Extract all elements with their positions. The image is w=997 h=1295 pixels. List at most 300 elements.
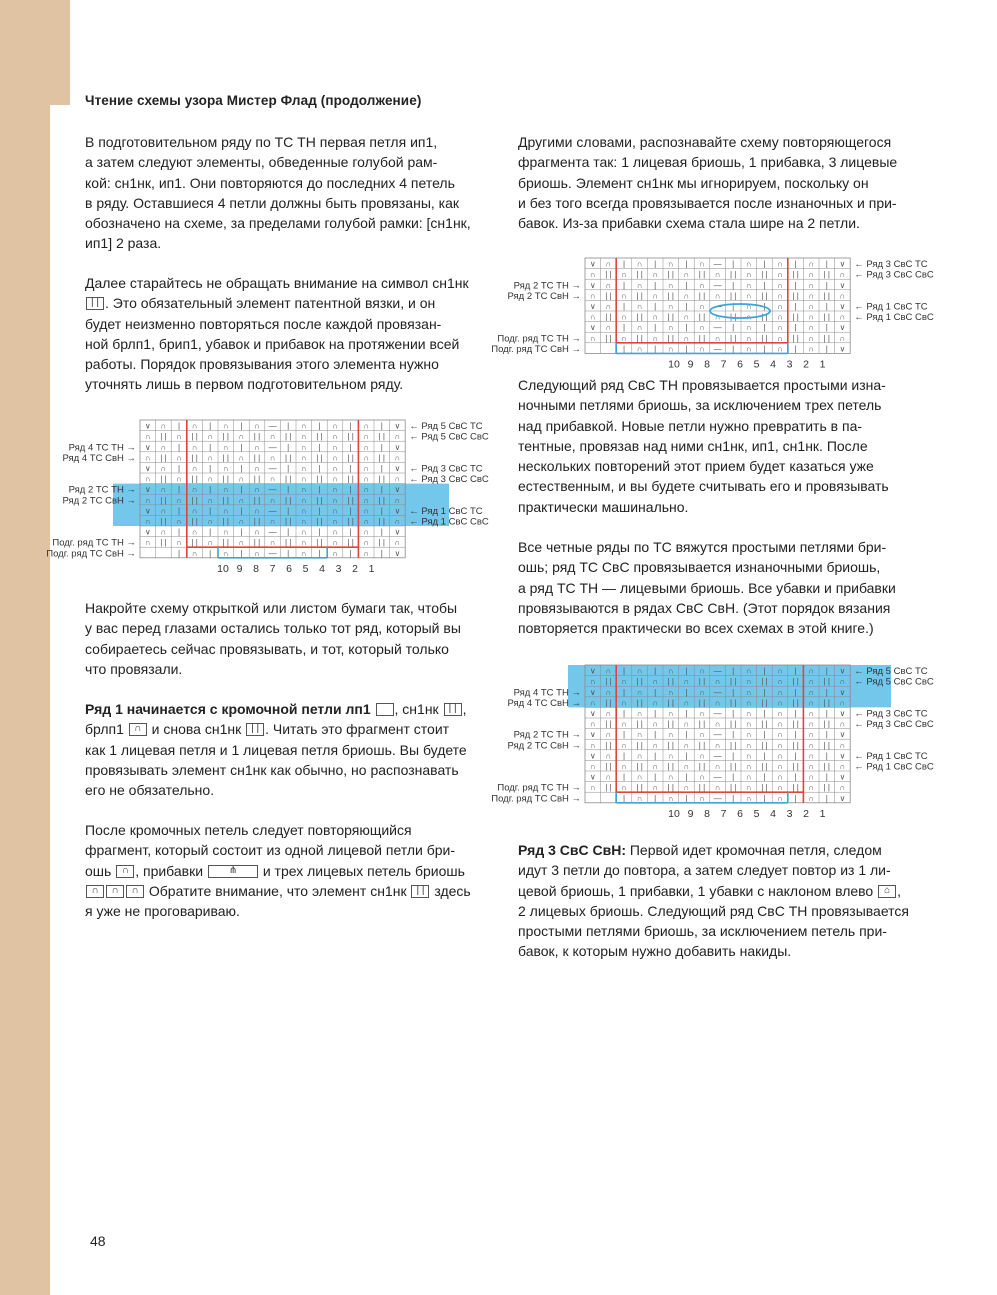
left-paragraph-5: После кромочных петель следует повторяющийся фрагмент, который состоит из одной лицевой петли бри- ошь ∩ , прибавки ⋔ и трех лицевых петель бриошь ∩ ∩ ∩ Обратите внимание, что элемент сн1нк | | здесь я уже не проговариваю. xyxy=(85,822,471,920)
stitch-symbol: | xyxy=(685,687,688,697)
stitch-symbol: | | xyxy=(698,291,706,301)
stitch-number: 6 xyxy=(286,562,292,575)
stitch-number: 2 xyxy=(803,807,809,820)
stitch-symbol: | | xyxy=(191,495,198,505)
stitch-symbol: ∩ xyxy=(363,421,370,431)
stitch-symbol: | xyxy=(318,421,321,431)
stitch-number: 4 xyxy=(770,358,776,371)
stitch-symbol: | | xyxy=(730,291,737,301)
row-label-right: ← Ряд 3 СвС СвС xyxy=(854,719,934,731)
stitch-symbol: ∩ xyxy=(683,677,690,687)
stitch-symbol: ∩ xyxy=(683,762,690,771)
stitch-symbol: ∩ xyxy=(777,323,783,333)
stitch-symbol: ∩ xyxy=(636,259,643,269)
stitch-symbol: ∩ xyxy=(636,687,643,697)
stitch-symbol: ∨ xyxy=(839,687,846,697)
stitch-symbol: ∩ xyxy=(605,772,612,782)
stitch-number: 8 xyxy=(704,807,710,820)
stitch-symbol: ∩ xyxy=(745,291,752,301)
stitch-symbol: | xyxy=(622,280,626,290)
stitch-symbol: ∩ xyxy=(238,474,245,484)
stitch-symbol: | xyxy=(622,323,626,333)
stitch-symbol: ∩ xyxy=(160,464,167,473)
row-label-left: Ряд 2 ТС ТН → xyxy=(513,280,581,292)
stitch-symbol: ∩ xyxy=(808,740,815,750)
stitch-symbol: ∩ xyxy=(808,291,815,301)
stitch-symbol: | | xyxy=(761,762,768,771)
right-paragraph-3: Все четные ряды по ТС вяжутся простыми петлями бри- ошь; ряд ТС СвС провязывается изнаночными бриошь, а ряд ТС ТН — лицевыми бриошь. Все убавки и прибавки провязываются в рядах СвС СвН. (Этот порядок вязания повторяется практически во всех схемах в этой книге.) xyxy=(518,539,896,637)
stitch-symbol: ∩ xyxy=(839,719,846,729)
row-label-left: Ряд 2 ТС СвН → xyxy=(62,495,136,507)
stitch-symbol: ∩ xyxy=(363,538,370,548)
stitch-symbol: | | xyxy=(636,333,643,343)
stitch-symbol: ∩ xyxy=(300,453,307,463)
stitch-symbol: | | xyxy=(730,740,737,750)
stitch-symbol: | | xyxy=(761,740,768,750)
stitch-symbol: | xyxy=(287,421,290,431)
stitch-symbol: ∩ xyxy=(621,740,627,750)
stitch-number: 7 xyxy=(720,807,727,820)
stitch-symbol: | xyxy=(732,280,735,290)
stitch-symbol: ∩ xyxy=(589,783,596,793)
stitch-symbol: | | xyxy=(285,538,292,548)
stitch-symbol: ∩ xyxy=(176,538,182,548)
stitch-symbol: | | xyxy=(823,740,830,750)
stitch-symbol: ∨ xyxy=(839,280,846,290)
stitch-symbol: ∩ xyxy=(332,485,338,495)
stitch-symbol: ∩ xyxy=(839,783,846,793)
stitch-symbol: | xyxy=(209,442,212,452)
stitch-symbol: ∩ xyxy=(589,333,596,343)
stitch-symbol: | | xyxy=(253,495,261,505)
stitch-symbol: — xyxy=(713,687,722,697)
row-label-left: Подг. ряд ТС ТН → xyxy=(52,537,136,549)
stitch-symbol: ∩ xyxy=(777,730,783,740)
stitch-number: 3 xyxy=(786,358,793,371)
stitch-symbol: | xyxy=(732,302,735,311)
stitch-symbol: | xyxy=(794,772,797,782)
stitch-symbol: ∩ xyxy=(589,312,596,322)
stitch-symbol: ∩ xyxy=(714,291,721,301)
stitch-symbol: ∩ xyxy=(745,323,752,333)
stitch-symbol: — xyxy=(713,709,722,718)
stitch-symbol: | | xyxy=(823,312,830,322)
stitch-symbol: | xyxy=(794,344,797,354)
stitch-symbol: — xyxy=(713,793,722,803)
stitch-symbol: ∩ xyxy=(777,291,783,301)
stitch-symbol: ∩ xyxy=(144,538,151,548)
stitch-symbol: ∩ xyxy=(745,709,752,718)
stitch-symbol: ∩ xyxy=(808,302,815,311)
stitch-symbol: | | xyxy=(761,677,768,687)
stitch-symbol: ∩ xyxy=(207,517,214,526)
stitch-symbol: | | xyxy=(378,453,385,463)
stitch-symbol: | xyxy=(732,709,735,718)
stitch-symbol: ∩ xyxy=(621,762,627,771)
stitch-symbol: ∩ xyxy=(363,432,370,442)
stitch-symbol: ∩ xyxy=(699,687,705,697)
stitch-symbol: | | xyxy=(698,333,706,343)
stitch-symbol: ∩ xyxy=(636,323,643,333)
stitch-symbol: ∩ xyxy=(683,783,690,793)
stitch-symbol: | | xyxy=(378,432,385,442)
stitch-symbol: ∩ xyxy=(394,517,401,526)
stitch-symbol: ∩ xyxy=(839,762,846,771)
stitch-symbol: ∩ xyxy=(699,344,705,354)
stitch-symbol: — xyxy=(713,323,722,333)
stitch-symbol: ∩ xyxy=(605,666,612,676)
stitch-symbol: ∩ xyxy=(254,548,260,558)
stitch-symbol: ∩ xyxy=(222,527,229,537)
stitch-symbol: ∩ xyxy=(777,687,783,697)
stitch-symbol: ∨ xyxy=(589,302,596,311)
stitch-symbol: ∩ xyxy=(269,495,276,505)
stitch-symbol: ∩ xyxy=(332,442,338,452)
stitch-symbol: ∩ xyxy=(191,506,198,516)
stitch-symbol: ∩ xyxy=(621,333,627,343)
stitch-symbol: ∩ xyxy=(254,506,260,516)
stitch-symbol: ∩ xyxy=(808,666,815,676)
row-label-right: ← Ряд 1 СвС ТС xyxy=(854,301,928,313)
stitch-symbol: ∩ xyxy=(808,333,815,343)
stitch-symbol: ∩ xyxy=(714,719,721,729)
row-label-left: Подг. ряд ТС СвН → xyxy=(46,548,136,560)
row-label-right: ← Ряд 3 СвС ТС xyxy=(854,708,928,720)
stitch-number: 1 xyxy=(819,807,826,820)
stitch-symbol: | xyxy=(732,687,735,697)
stitch-symbol: | | xyxy=(761,270,768,280)
stitch-symbol: ∩ xyxy=(176,517,182,526)
stitch-symbol: ∩ xyxy=(636,772,643,782)
stitch-symbol: ∩ xyxy=(605,751,612,761)
stitch-symbol: ∩ xyxy=(254,464,260,473)
stitch-symbol: ∩ xyxy=(160,442,167,452)
stitch-symbol: | xyxy=(177,527,181,537)
stitch-symbol: | | xyxy=(823,783,830,793)
stitch-symbol: | | xyxy=(378,474,385,484)
stitch-symbol: — xyxy=(713,666,722,676)
stitch-symbol: ∩ xyxy=(839,291,846,301)
stitch-symbol: | xyxy=(287,485,290,495)
stitch-symbol: ∩ xyxy=(300,464,307,473)
stitch-number: 9 xyxy=(687,807,694,820)
stitch-symbol: ∩ xyxy=(222,442,229,452)
increase-symbol-icon: ⋔ xyxy=(208,865,258,878)
row-label-left: Ряд 4 ТС СвН → xyxy=(507,697,581,709)
stitch-symbol: | | xyxy=(667,312,674,322)
stitch-symbol: | | xyxy=(316,453,323,463)
stitch-symbol: ∩ xyxy=(636,751,643,761)
stitch-symbol: | | xyxy=(698,698,706,708)
stitch-symbol: | | xyxy=(698,719,706,729)
stitch-symbol: ∩ xyxy=(363,485,370,495)
right-paragraph-1: Другими словами, распознавайте схему повторяющегося фрагмента так: 1 лицевая бриошь, 1 прибавка, 3 лицевые бриошь. Элемент сн1нк мы игнорируем, поскольку он и без того всегда провязывается после изнаночных и при- бавок. Из-за прибавки схема стала шире на 2 петли. xyxy=(518,134,898,232)
stitch-symbol: ∩ xyxy=(714,312,721,322)
stitch-symbol: | xyxy=(654,323,657,333)
stitch-symbol: | | xyxy=(792,312,799,322)
stitch-symbol: | | xyxy=(730,677,737,687)
stitch-symbol: | xyxy=(209,548,212,558)
stitch-symbol: | xyxy=(240,421,243,431)
stitch-symbol: | xyxy=(685,302,688,311)
stitch-symbol: | | xyxy=(761,783,768,793)
row-label-right: ← Ряд 5 СвС СвС xyxy=(409,431,489,443)
stitch-symbol: | | xyxy=(667,740,674,750)
stitch-symbol: ∩ xyxy=(363,548,370,558)
stitch-symbol: ∩ xyxy=(636,730,643,740)
stitch-symbol: ∩ xyxy=(667,772,674,782)
stitch-symbol: | xyxy=(732,751,735,761)
stitch-symbol: ∩ xyxy=(745,333,752,343)
stitch-symbol: ∩ xyxy=(652,762,659,771)
stitch-symbol: | xyxy=(825,709,828,718)
stitch-symbol: ∩ xyxy=(207,538,214,548)
stitch-symbol: ∩ xyxy=(652,333,659,343)
stitch-symbol: ∩ xyxy=(254,527,260,537)
stitch-symbol: ∩ xyxy=(363,527,370,537)
stitch-number: 5 xyxy=(753,358,760,371)
stitch-symbol: | xyxy=(763,302,766,311)
stitch-symbol: ∩ xyxy=(238,517,245,526)
stitch-symbol: | xyxy=(209,506,212,516)
row-label-right: ← Ряд 1 СвС ТС xyxy=(854,750,928,762)
stitch-symbol: | | xyxy=(667,333,674,343)
stitch-symbol: ∩ xyxy=(605,280,612,290)
stitch-symbol: ∨ xyxy=(144,464,151,473)
stitch-symbol: | xyxy=(349,485,352,495)
stitch-symbol: | | xyxy=(347,432,354,442)
stitch-symbol: ∨ xyxy=(839,709,846,718)
stitch-symbol: | | xyxy=(191,453,198,463)
stitch-symbol: ∨ xyxy=(144,485,151,495)
stitch-symbol: ∩ xyxy=(605,259,612,269)
stitch-symbol: | xyxy=(209,464,212,473)
page-heading: Чтение схемы узора Мистер Флад (продолжение) xyxy=(85,93,422,108)
left-paragraph-2: Далее старайтесь не обращать внимание на символ сн1нк | | . Это обязательный элемент патентной вязки, и он будет неизменно повторяться после каждой провязан- ной брлп1, брип1, убавок и прибавок на протяжении всей работы. Порядок провязывания этого элемента нужно уточнять лишь в первом подготовительном ряду. xyxy=(85,275,469,393)
stitch-symbol: | | xyxy=(636,762,643,771)
stitch-symbol: ∩ xyxy=(254,442,260,452)
stitch-number: 6 xyxy=(737,358,743,371)
stitch-symbol: | xyxy=(654,793,657,803)
stitch-symbol: | xyxy=(794,687,797,697)
stitch-symbol: — xyxy=(713,302,722,311)
stitch-symbol: ∩ xyxy=(808,323,815,333)
row-label-right: ← Ряд 3 СвС ТС xyxy=(854,259,928,271)
stitch-symbol: | | xyxy=(316,495,323,505)
stitch-symbol: — xyxy=(713,259,722,269)
stitch-symbol: | | xyxy=(667,270,674,280)
stitch-symbol: ∩ xyxy=(636,666,643,676)
stitch-symbol: ∩ xyxy=(589,762,596,771)
slip-stitch-symbol-icon: | | xyxy=(86,297,104,310)
stitch-symbol: | | xyxy=(316,538,323,548)
stitch-symbol: ∨ xyxy=(144,506,151,516)
stitch-symbol: ∩ xyxy=(652,270,659,280)
stitch-symbol: ∩ xyxy=(269,538,276,548)
stitch-symbol: | xyxy=(240,442,243,452)
stitch-symbol: | | xyxy=(636,740,643,750)
stitch-symbol: ∩ xyxy=(745,270,752,280)
stitch-symbol: | | xyxy=(605,270,612,280)
stitch-symbol: — xyxy=(713,280,722,290)
stitch-symbol: | | xyxy=(667,783,674,793)
stitch-symbol: ∩ xyxy=(222,464,229,473)
stitch-symbol: ∩ xyxy=(683,740,690,750)
stitch-symbol: | xyxy=(732,259,735,269)
stitch-symbol: ∩ xyxy=(605,709,612,718)
stitch-symbol: ∩ xyxy=(300,548,307,558)
stitch-symbol: ∨ xyxy=(394,442,401,452)
stitch-number: 3 xyxy=(335,562,342,575)
stitch-symbol: | | xyxy=(730,270,737,280)
stitch-symbol: ∨ xyxy=(394,506,401,516)
stitch-symbol: | | xyxy=(636,677,643,687)
stitch-symbol: ∨ xyxy=(589,280,596,290)
stitch-symbol: | xyxy=(763,259,766,269)
chart-3 xyxy=(491,660,960,820)
stitch-symbol: ∩ xyxy=(777,783,783,793)
stitch-symbol: ∨ xyxy=(589,259,596,269)
stitch-symbol: | | xyxy=(698,312,706,322)
stitch-symbol: ∩ xyxy=(667,302,674,311)
stitch-symbol: ∩ xyxy=(714,783,721,793)
stitch-symbol: ∩ xyxy=(777,740,783,750)
stitch-symbol: ∩ xyxy=(745,687,752,697)
stitch-symbol: | xyxy=(685,344,688,354)
stitch-number: 10 xyxy=(217,562,229,575)
stitch-symbol: ∩ xyxy=(300,538,307,548)
stitch-symbol: ∨ xyxy=(394,527,401,537)
stitch-number: 8 xyxy=(704,358,710,371)
stitch-symbol: ∩ xyxy=(207,495,214,505)
left-decrease-symbol-icon: ⌂ xyxy=(878,885,896,898)
stitch-symbol: ∩ xyxy=(191,485,198,495)
stitch-number: 9 xyxy=(236,562,243,575)
brioche-knit-symbol-icon: ∩ xyxy=(106,885,124,898)
stitch-symbol: ∩ xyxy=(777,677,783,687)
stitch-symbol: ∨ xyxy=(839,666,846,676)
stitch-symbol: ∩ xyxy=(160,421,167,431)
stitch-symbol: | xyxy=(732,772,735,782)
stitch-symbol: | xyxy=(794,280,797,290)
stitch-symbol: ∩ xyxy=(699,666,705,676)
stitch-symbol: — xyxy=(713,344,722,354)
row-label-left: Ряд 4 ТС ТН → xyxy=(68,442,136,454)
stitch-symbol: ∩ xyxy=(300,527,307,537)
knit-edge-stitch-symbol-icon xyxy=(376,703,394,716)
stitch-symbol: ∩ xyxy=(191,421,198,431)
stitch-symbol: ∩ xyxy=(191,527,198,537)
stitch-symbol: ∩ xyxy=(808,687,815,697)
stitch-symbol: | xyxy=(318,442,321,452)
stitch-symbol: ∩ xyxy=(808,783,815,793)
row-label-right: ← Ряд 3 СвС СвС xyxy=(409,474,489,486)
stitch-symbol: ∩ xyxy=(300,517,307,526)
stitch-symbol: | xyxy=(763,344,766,354)
stitch-symbol: | | xyxy=(222,517,229,526)
stitch-symbol: ∩ xyxy=(605,687,612,697)
stitch-symbol: ∩ xyxy=(777,762,783,771)
stitch-symbol: | xyxy=(763,280,766,290)
stitch-symbol: ∩ xyxy=(176,474,182,484)
stitch-symbol: ∩ xyxy=(160,506,167,516)
stitch-symbol: ∩ xyxy=(332,517,338,526)
row-label-left: Ряд 4 ТС СвН → xyxy=(62,452,136,464)
stitch-symbol: ∩ xyxy=(363,442,370,452)
page-margin-tab xyxy=(50,0,70,105)
stitch-symbol: ∩ xyxy=(300,474,307,484)
stitch-symbol: | xyxy=(794,730,797,740)
stitch-symbol: | | xyxy=(160,453,167,463)
stitch-symbol: ∩ xyxy=(652,783,659,793)
chart-1 xyxy=(46,415,515,575)
stitch-symbol: ∩ xyxy=(222,485,229,495)
stitch-symbol: | | xyxy=(347,474,354,484)
stitch-symbol: | | xyxy=(605,677,612,687)
stitch-symbol: ∩ xyxy=(207,432,214,442)
stitch-symbol: | xyxy=(318,464,321,473)
stitch-symbol: | | xyxy=(253,432,261,442)
stitch-symbol: ∩ xyxy=(621,783,627,793)
stitch-symbol: ∨ xyxy=(144,442,151,452)
stitch-symbol: | xyxy=(318,527,321,537)
stitch-symbol: | | xyxy=(347,538,354,548)
stitch-symbol: — xyxy=(713,772,722,782)
stitch-symbol: | xyxy=(825,302,828,311)
stitch-symbol: ∩ xyxy=(839,677,846,687)
stitch-symbol: | xyxy=(380,485,383,495)
stitch-symbol: ∩ xyxy=(699,302,705,311)
stitch-symbol: ∨ xyxy=(589,751,596,761)
stitch-symbol: ∩ xyxy=(699,793,705,803)
stitch-symbol: | xyxy=(825,730,828,740)
stitch-symbol: ∩ xyxy=(777,719,783,729)
stitch-symbol: | xyxy=(685,772,688,782)
stitch-symbol: | | xyxy=(761,291,768,301)
row-label-right: ← Ряд 1 СвС СвС xyxy=(854,312,934,324)
stitch-symbol: | | xyxy=(667,291,674,301)
stitch-symbol: | xyxy=(240,485,243,495)
stitch-symbol: ∩ xyxy=(652,677,659,687)
stitch-symbol: ∩ xyxy=(667,751,674,761)
stitch-symbol: | xyxy=(349,527,352,537)
stitch-symbol: ∩ xyxy=(808,677,815,687)
stitch-symbol: ∩ xyxy=(777,280,783,290)
stitch-symbol: ∩ xyxy=(745,666,752,676)
stitch-symbol: ∩ xyxy=(300,421,307,431)
stitch-symbol: | | xyxy=(605,719,612,729)
stitch-symbol: — xyxy=(268,421,277,431)
stitch-symbol: ∨ xyxy=(839,793,846,803)
stitch-symbol: ∩ xyxy=(808,344,815,354)
stitch-symbol: ∩ xyxy=(394,538,401,548)
stitch-symbol: ∩ xyxy=(652,291,659,301)
stitch-symbol: ∩ xyxy=(667,323,674,333)
slip-stitch-symbol-icon: | | xyxy=(411,885,429,898)
stitch-number: 2 xyxy=(352,562,358,575)
stitch-symbol: | | xyxy=(222,474,229,484)
stitch-number: 1 xyxy=(368,562,375,575)
stitch-symbol: ∨ xyxy=(144,421,151,431)
stitch-symbol: | | xyxy=(253,453,261,463)
stitch-symbol: ∩ xyxy=(144,495,151,505)
stitch-symbol: | | xyxy=(792,783,799,793)
stitch-symbol: ∩ xyxy=(808,709,815,718)
stitch-symbol: | | xyxy=(730,312,737,322)
stitch-symbol: | | xyxy=(730,719,737,729)
stitch-symbol: | xyxy=(287,527,290,537)
stitch-symbol: | | xyxy=(636,312,643,322)
